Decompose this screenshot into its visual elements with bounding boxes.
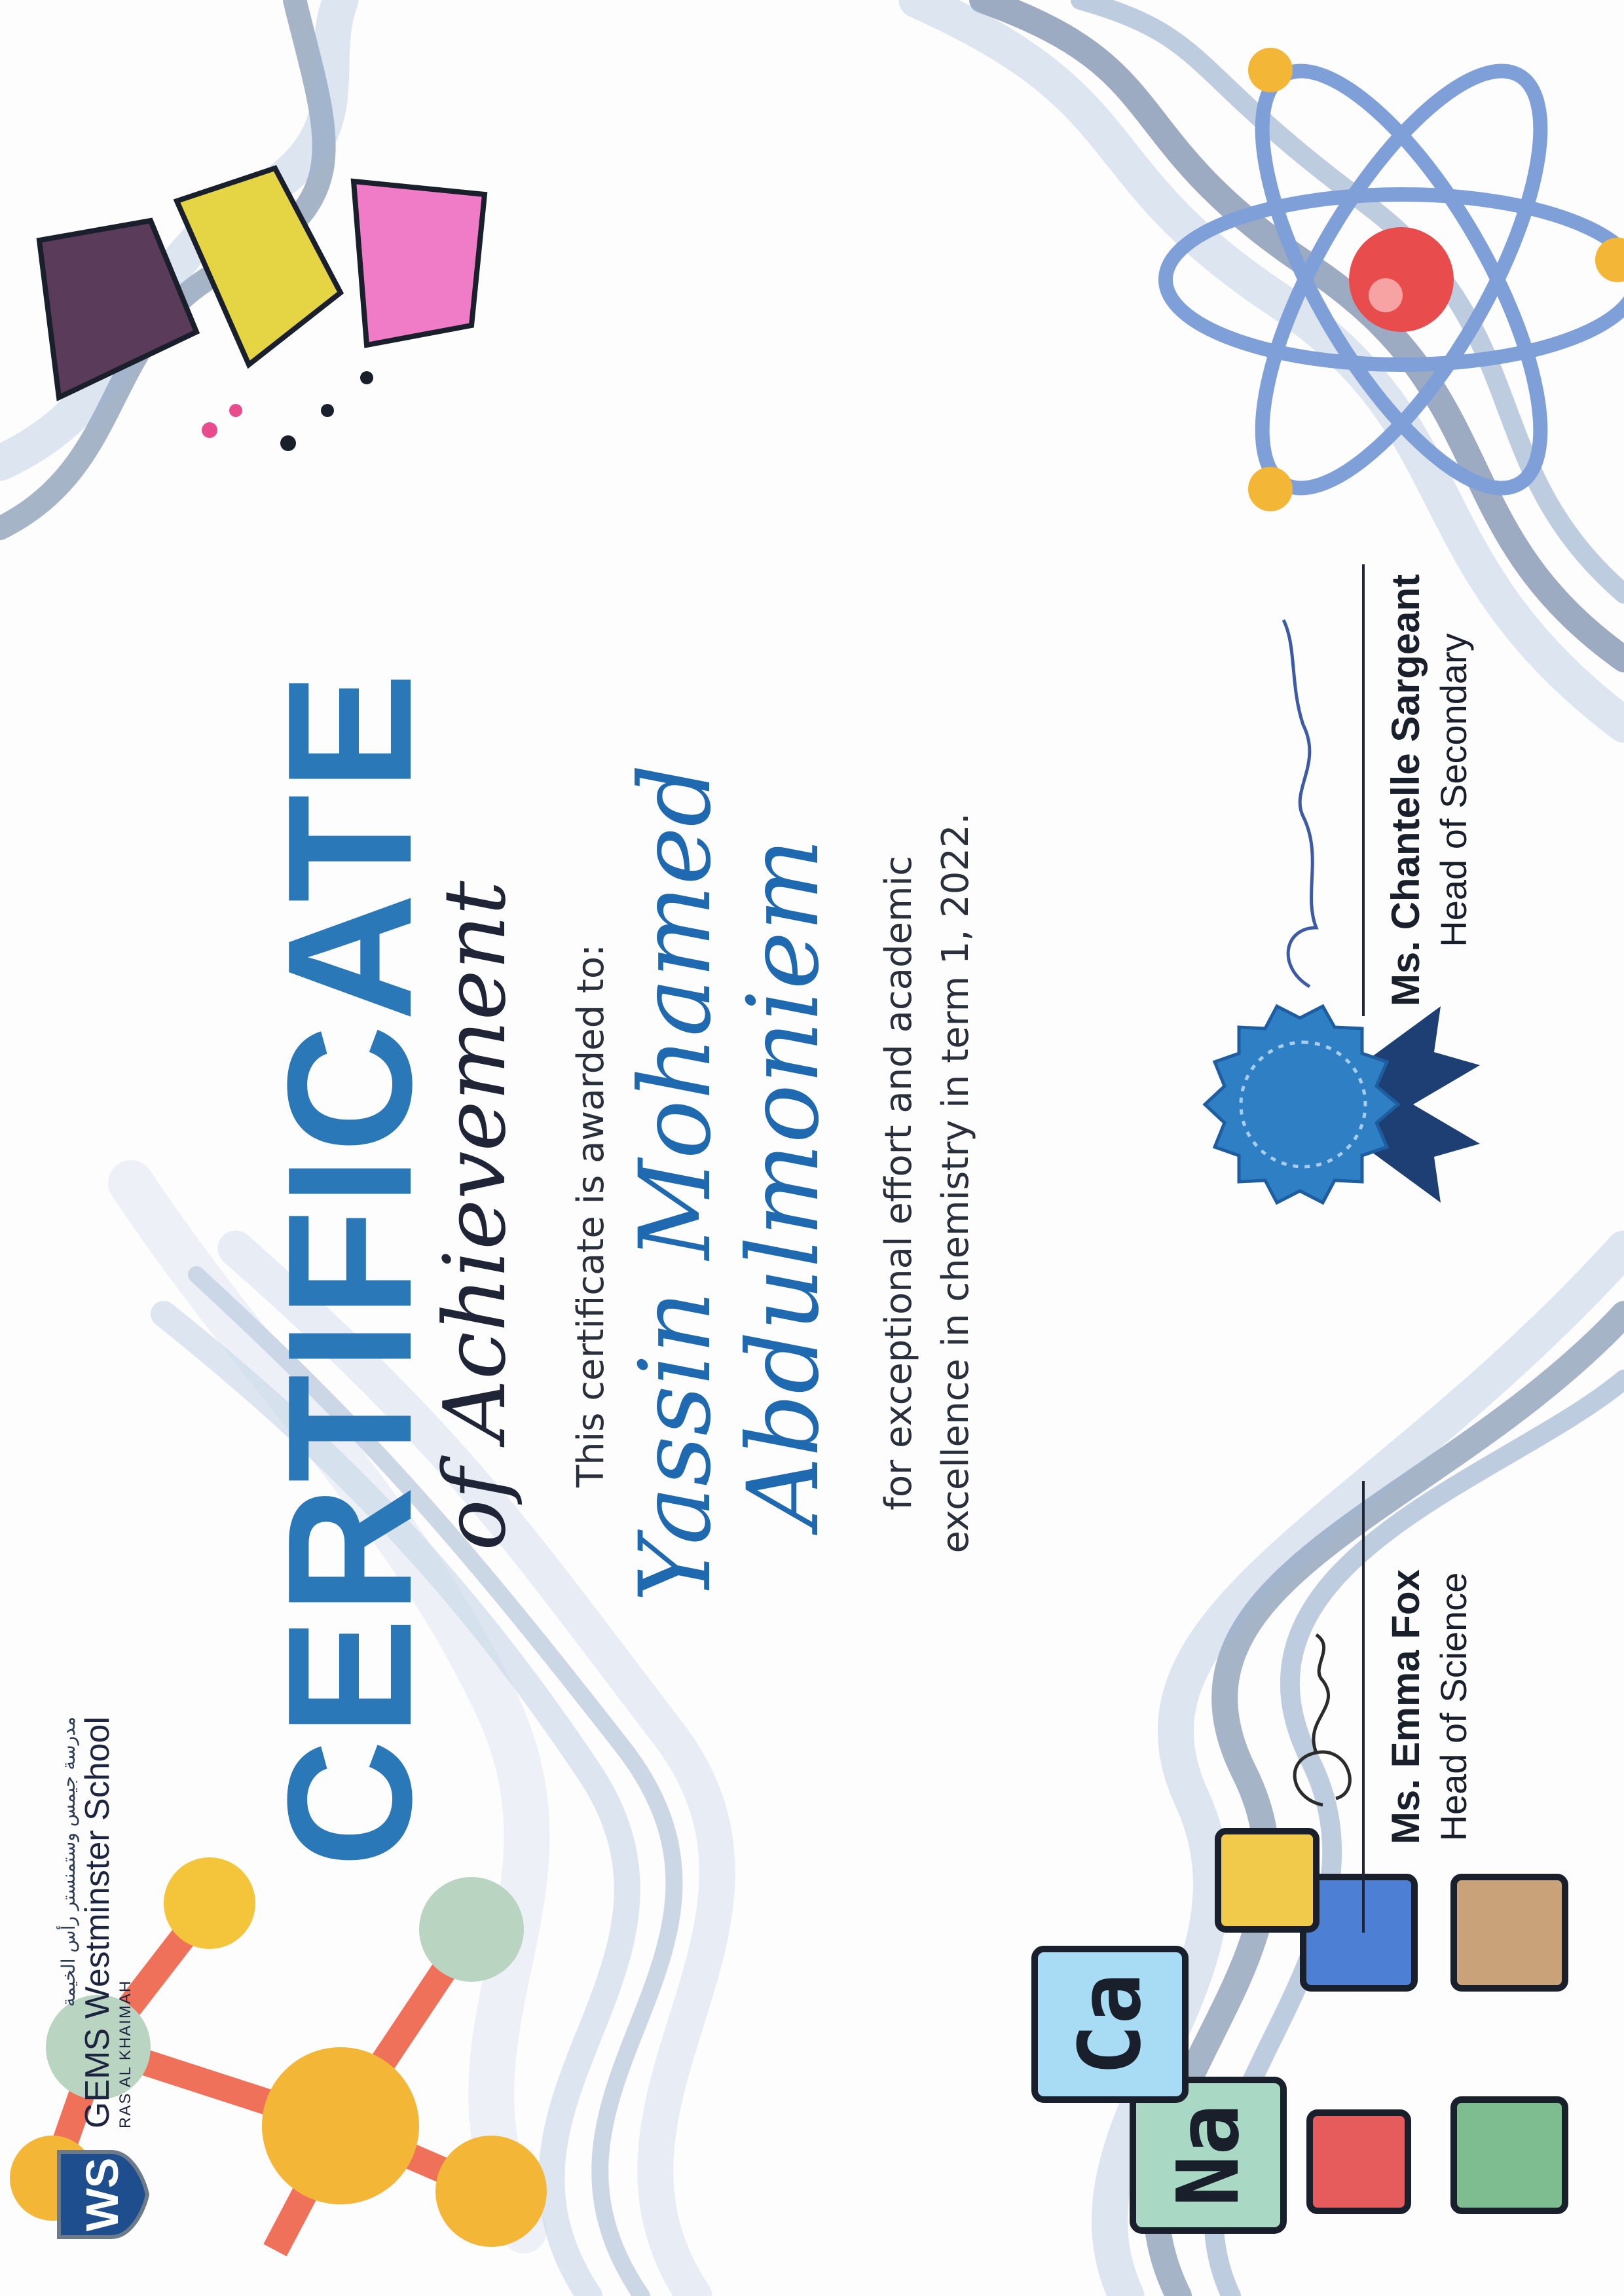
school-arabic-name: مدرسة جيمس وستمنستر رأس الخيمة [58, 1716, 79, 2007]
school-logo [52, 1717, 151, 2244]
reason-line-1: for exceptional effort and academic [877, 856, 920, 1510]
signatory-chantelle-sargeant [1362, 541, 1475, 1039]
school-location: RAS AL KHAIMAH [117, 1979, 135, 2128]
tile-na-label: Na [1158, 2104, 1258, 2207]
svg-text:WS: WS [77, 2157, 128, 2232]
school-name: GEMS Westminster School [79, 1716, 117, 2128]
awarded-text: This certificate is awarded to: [570, 943, 612, 1488]
signatory-role: Head of Science [1433, 1572, 1474, 1842]
signature-line [1362, 564, 1365, 1016]
signatory-emma-fox [1362, 1458, 1475, 1956]
certificate-subtitle: of Achievement [425, 881, 525, 1551]
signatory-name: Ms. Chantelle Sargeant [1384, 574, 1428, 1007]
achievement-reason [871, 659, 985, 1707]
tile-ca-label: Ca [1060, 1973, 1160, 2076]
signatory-name: Ms. Emma Fox [1384, 1569, 1428, 1845]
reason-line-2: excellence in chemistry in term 1, 2022. [934, 812, 977, 1554]
recipient-name: Yassin Mohamed Abdulmoniem [619, 764, 841, 1602]
certificate-title: CERTIFICATE [251, 668, 449, 1868]
signature-chantelle-sargeant [1283, 620, 1316, 987]
signatory-role: Head of Secondary [1433, 633, 1474, 947]
ws-shield-icon [52, 2145, 151, 2244]
signature-line [1362, 1481, 1365, 1933]
